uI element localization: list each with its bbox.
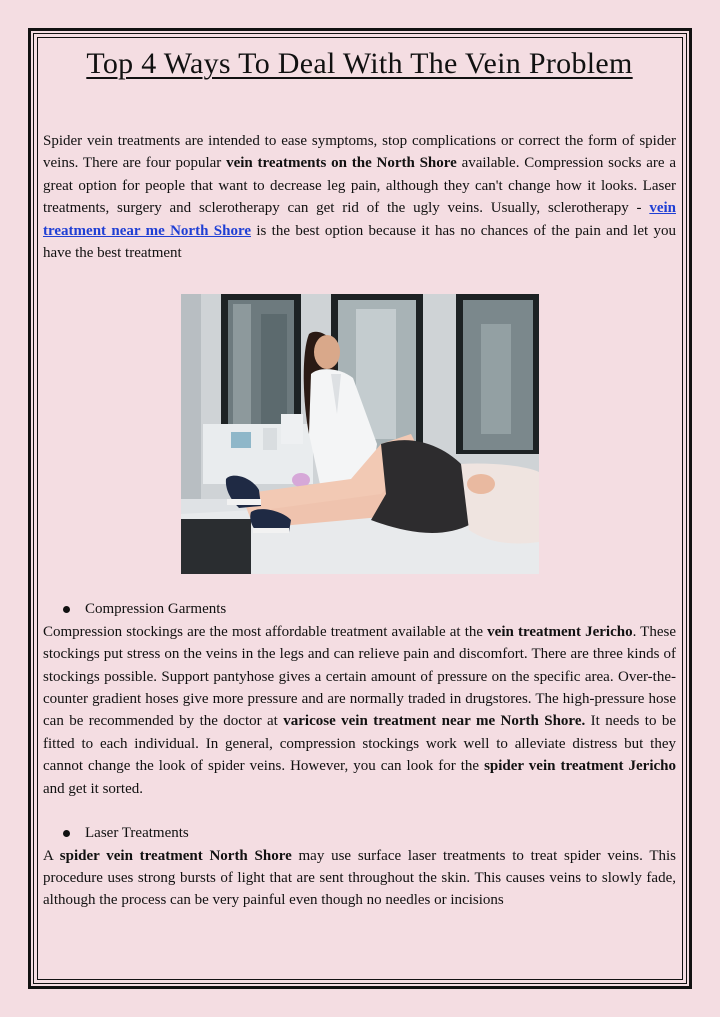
keyword-varicose-vein-treatment: varicose vein treatment near me North Shore. [283,713,586,730]
keyword-vein-treatment-jericho: vein treatment Jericho [487,623,633,640]
bullet-dot [63,606,70,613]
compression-paragraph: Compression stockings are the most affordable treatment available at the vein treatment Jericho. These stockings put stress on the veins in the legs and can relieve pain and discomfort. There are three kinds of stockings possible. Support pantyhose gives a certain amount of pressure on the specific area. Over-the-counter gradient hoses give more pressure and are normally traded in drugstores. The high-pressure hose can be recommended by the doctor at varicose vein treatment near me North Shore. It needs to be fitted to each individual. In general, compression stockings work well to alleviate distress but they cannot change the look of spider veins. However, you can look for the spider vein treatment Jericho and get it sorted. [43,623,676,797]
keyword-spider-vein-treatment-north-shore: spider vein treatment North Shore [59,847,292,864]
document-content [43,42,676,976]
list-item-compression-garments: Compression Garments [43,598,676,620]
treatment-photo [181,294,539,574]
keyword-spider-vein-treatment-jericho: spider vein treatment Jericho [484,758,676,775]
vein-treatment-north-shore-link[interactable]: vein treatment near me North Shore [43,200,676,239]
bullet-dot [63,830,70,837]
page-title: Top 4 Ways To Deal With The Vein Problem [86,47,633,80]
intro-paragraph: Spider vein treatments are intended to ease symptoms, stop complications or correct the form of spider veins. There are four popular vein treatments on the North Shore available. Compression socks are a great option for people that want to decrease leg pain, although they can't change how it looks. Laser treatments, surgery and sclerotherapy can get rid of the ugly veins. Usually, sclerotherapy - vein treatment near me North Shore is the best option because it has no chances of the pain and let you have the best treatment [43,133,676,262]
keyword-vein-treatments-north-shore: vein treatments on the North Shore [226,155,457,172]
laser-paragraph: A spider vein treatment North Shore may use surface laser treatments to treat spider veins. This procedure uses strong bursts of light that are sent throughout the skin. This causes veins to slowly fade, although the process can be very painful even though no needles or incisions [43,847,676,909]
photo-container [43,294,676,574]
list-item-laser-treatments: Laser Treatments [43,822,676,844]
